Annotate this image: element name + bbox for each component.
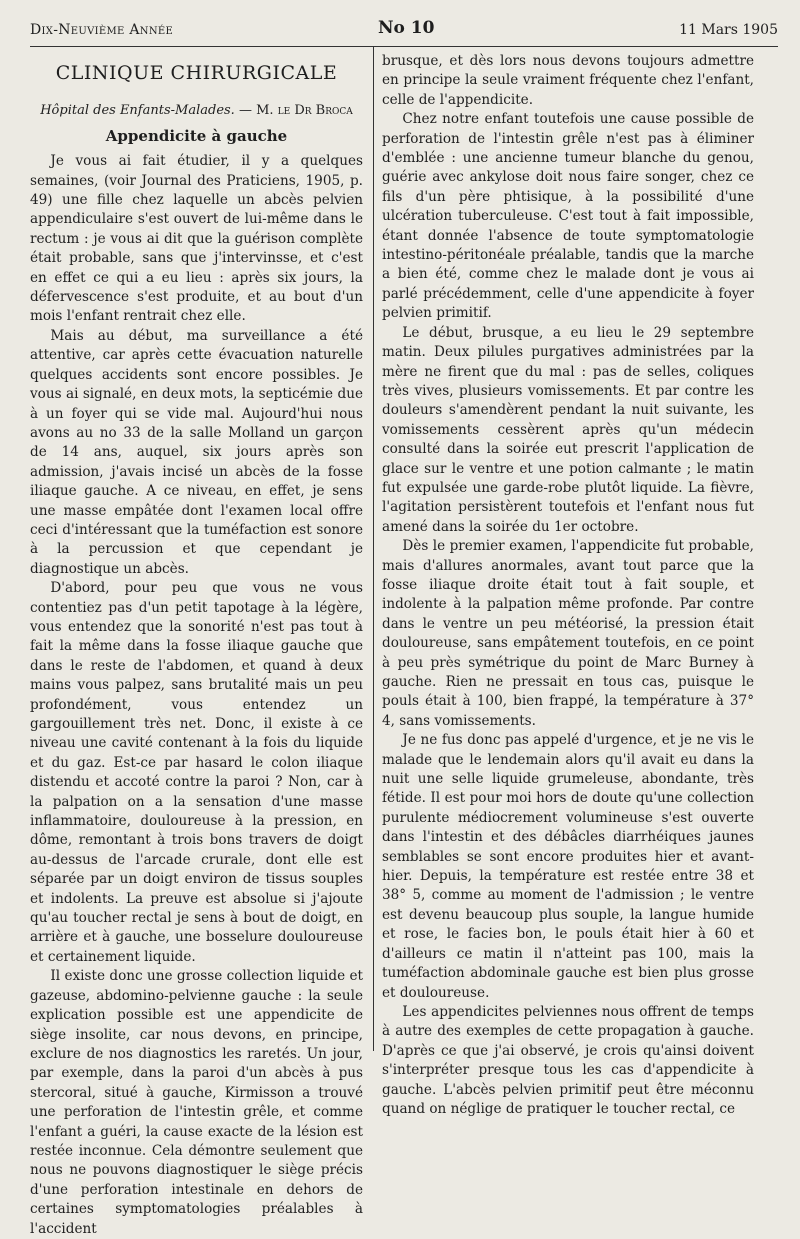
paragraph: Je vous ai fait étudier, il y a quelques semaines, (voir Journal des Praticiens, 1905, p. 49) une fille chez laquelle un abcès pelvien appendiculaire s'est ouvert de lui-même dans le rectum : je vous ai dit que la guérison complète était probable, sans que j'intervinsse, et c'est en effet ce qui a eu lieu : après six jours, la défervescence s'est produite, et au bout d'un mois l'enfant rentrait chez elle.: [30, 153, 363, 325]
article-title: Appendicite à gauche: [105, 126, 288, 145]
right-column: [382, 52, 754, 1119]
volume-label: Dix-Neuvième Année: [30, 22, 174, 38]
paragraph: D'abord, pour peu que vous ne vous contentiez pas d'un petit tapotage à la légère, vous entendez que la sonorité n'est pas tout à fait la même dans la fosse iliaque gauche que dans le reste de l'abdomen, et quand à deux mains vous palpez, sans brutalité mais un peu profondément, vous entendez un gargouillement très net. Donc, il existe à ce niveau une cavité contenant à la fois du liquide et du gaz. Est-ce par hasard le colon iliaque distendu et accoté contre la paroi ? Non, car à la palpation on a la sensation d'une masse inflammatoire, douloureuse à la pression, en dôme, remontant à trois bons travers de doigt au-dessus de l'arcade crurale, dont elle est séparée par un doigt environ de tissus souples et indolents. La preuve est absolue si j'ajoute qu'au toucher rectal je sens à bout de doigt, en arrière et à gauche, une bosselure douloureuse et certainement liquide.: [30, 580, 363, 965]
paragraph: Dès le premier examen, l'appendicite fut probable, mais d'allures anormales, avant tout parce que la fosse iliaque droite était tout à fait souple, et indolente à la palpation même profonde. Par contre dans le ventre un peu météorisé, la pression était douloureuse, sans empâtement toutefois, en ce point à peu près symétrique du point de Marc Burney à gauche. Rien ne pressait en tous cas, puisque le pouls était à 100, bien frappé, la température à 37° 4, sans vomissements.: [382, 538, 754, 729]
paragraph-continued: brusque, et dès lors nous devons toujours admettre en principe la seule vraiment fréquente chez l'enfant, celle de l'appendicite.: [382, 53, 754, 108]
paragraph: Mais au début, ma surveillance a été attentive, car après cette évacuation naturelle quelques accidents sont encore possibles. Je vous ai signalé, en deux mots, la septicémie due à un foyer qui se vide mal. Aujourd'hui nous avons au no 33 de la salle Molland un garçon de 14 ans, auquel, six jours après son admission, j'avais incisé un abcès de la fosse iliaque gauche. A ce niveau, en effet, je sens une masse empâtée dont l'examen local offre ceci d'intéressant que la tuméfaction est sonore à la percussion et que cependant je diagnostique un abcès.: [30, 327, 363, 577]
issue-date: 11 Mars 1905: [679, 22, 778, 38]
byline-author: — M. le Dr Broca: [234, 103, 353, 119]
column-divider: [373, 47, 374, 1051]
paragraph: Il existe donc une grosse collection liquide et gazeuse, abdomino-pelvienne gauche : la seule explication possible est une appendicite de siège insolite, car nous devons, en principe, exclure de nos diagnostics les raretés. Un jour, par exemple, dans la paroi d'un abcès à pus stercoral, situé à gauche, Kirmisson a trouvé une perforation de l'intestin grêle, et comme l'enfant a guéri, la cause exacte de la lésion est restée inconnue. Cela démontre seulement que nous ne pouvons diagnostiquer le siège précis d'une perforation intestinale en dehors de certaines symptomatologies préalables à l'accident: [30, 968, 363, 1237]
header-rule: [30, 46, 778, 47]
byline: [30, 101, 363, 120]
paragraph: Les appendicites pelviennes nous offrent de temps à autre des exemples de cette propagation à gauche. D'après ce que j'ai observé, je crois qu'ainsi doivent s'interpréter presque tous les cas d'appendicite à gauche. L'abcès pelvien primitif peut être méconnu quand on néglige de pratiquer le toucher rectal, ce: [382, 1003, 754, 1117]
section-title: CLINIQUE CHIRURGICALE: [55, 62, 338, 84]
paragraph: Chez notre enfant toutefois une cause possible de perforation de l'intestin grêle n'est pas à éliminer d'emblée : une ancienne tumeur blanche du genou, guérie avec ankylose doit nous faire songer, chez ce fils d'un père phtisique, à la possibilité d'une ulcération tuberculeuse. C'est tout à fait impossible, étant donnée l'absence de toute symptomatologie intestino-péritonéale préalable, tandis que la marche a bien été, comme chez le malade dont je vous ai parlé précédemment, celle d'une appendicite à foyer pelvien primitif.: [382, 111, 754, 322]
issue-number: No 10: [378, 18, 435, 38]
running-header: [30, 18, 778, 42]
paragraph: Le début, brusque, a eu lieu le 29 septembre matin. Deux pilules purgatives administrées par la mère ne firent que du mal : pas de selles, coliques très vives, plusieurs vomissements. Et par contre les douleurs s'amendèrent pendant la nuit suivante, les vomissements cessèrent après qu'un médecin consulté dans la soirée eut prescrit l'application de glace sur le ventre et une potion calmante ; le matin fut expulsée une garde-robe plutôt liquide. La fièvre, l'agitation persistèrent toutefois et l'enfant nous fut amené dans la soirée du 1er octobre.: [382, 324, 754, 535]
left-column: [30, 58, 363, 1239]
paragraph: Je ne fus donc pas appelé d'urgence, et je ne vis le malade que le lendemain alors qu'il avait eu dans la nuit une selle liquide grumeleuse, abondante, très fétide. Il est pour moi hors de doute qu'une collection purulente médiocrement volumineuse s'est ouverte dans l'intestin et des débâcles diarrhéiques jaunes semblables se sont encore produites hier et avant-hier. Depuis, la température est restée entre 38 et 38° 5, comme au moment de l'admission ; le ventre est devenu beaucoup plus souple, la langue humide et rose, le facies bon, le pouls était hier à 60 et d'ailleurs ce matin il n'atteint pas 100, mais la tuméfaction abdominale gauche est bien plus grosse et douloureuse.: [382, 732, 754, 1001]
byline-place: Hôpital des Enfants-Malades.: [40, 103, 235, 119]
